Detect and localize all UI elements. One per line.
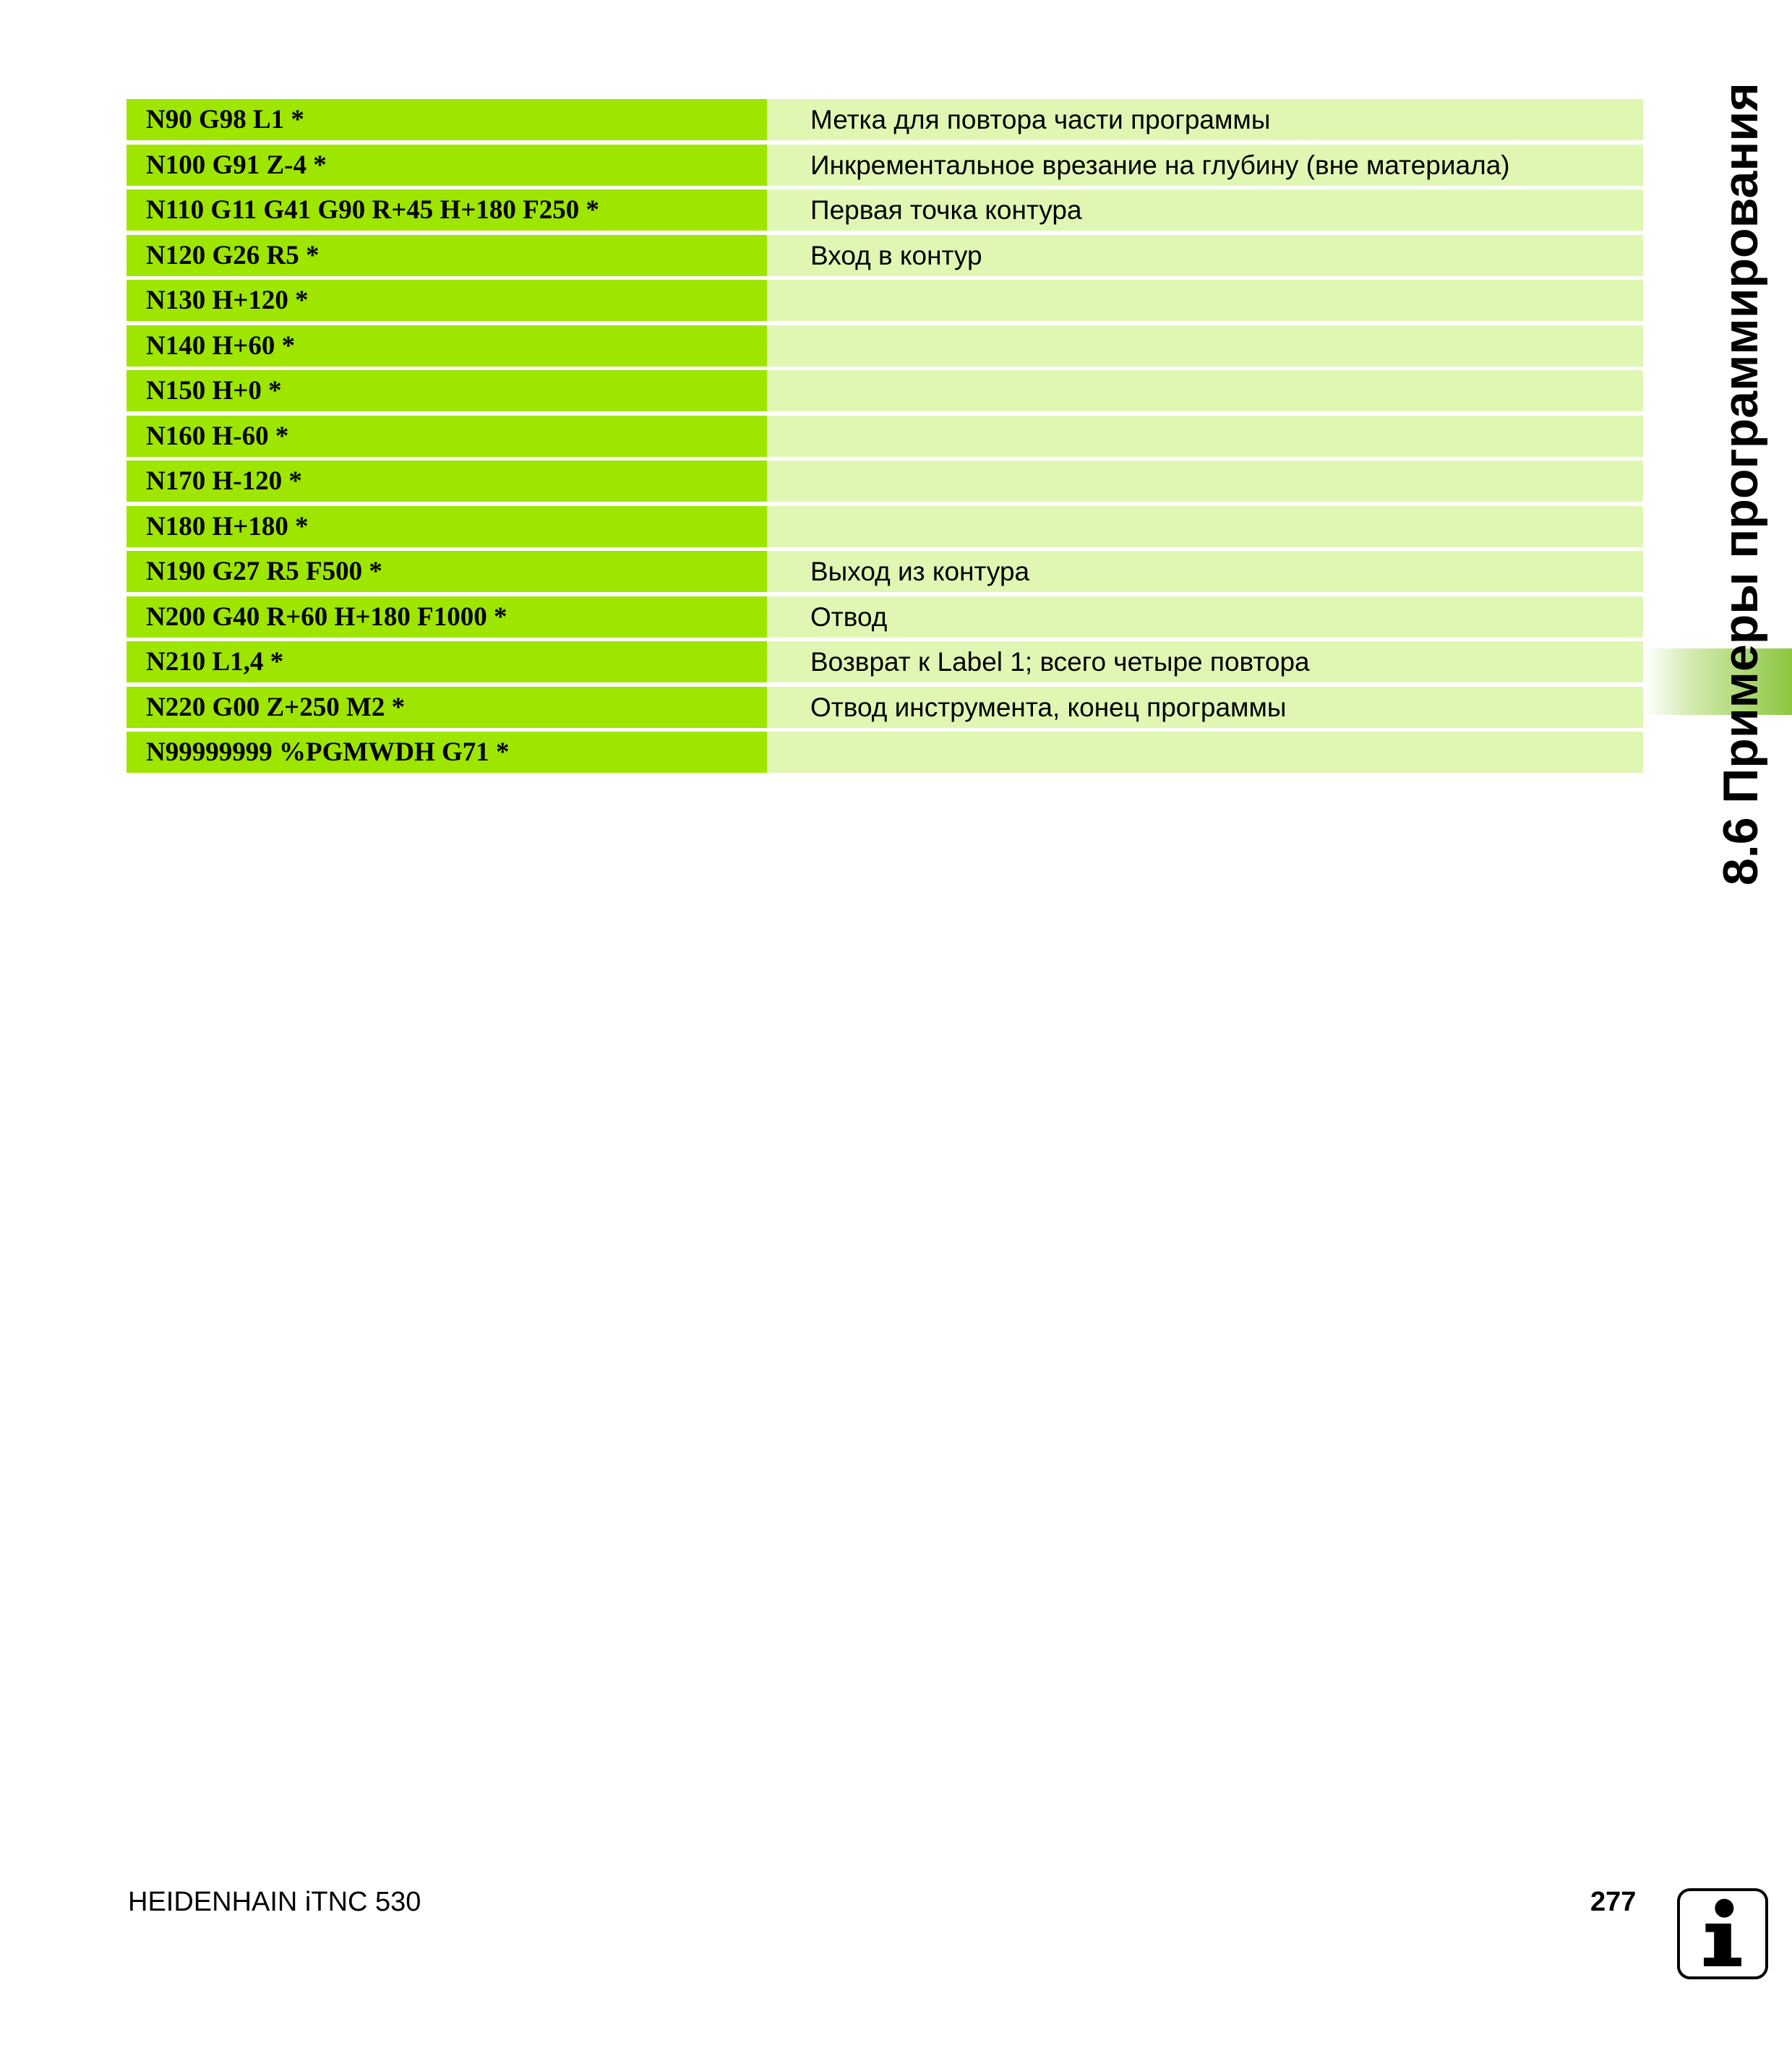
comment-cell — [767, 732, 1643, 773]
program-row — [127, 596, 1643, 638]
nc-code-cell: N110 G11 G41 G90 R+45 H+180 F250 * — [127, 189, 767, 231]
nc-code-cell: N130 H+120 * — [127, 280, 767, 321]
program-row — [127, 280, 1643, 321]
nc-code-cell: N140 H+60 * — [127, 325, 767, 367]
program-table — [127, 99, 1643, 777]
chapter-side-title: 8.6 Примеры программирования — [1713, 82, 1768, 886]
nc-code-cell: N90 G98 L1 * — [127, 99, 767, 140]
nc-code-cell: N170 H-120 * — [127, 460, 767, 502]
nc-code-cell: N220 G00 Z+250 M2 * — [127, 687, 767, 728]
nc-code-cell: N190 G27 R5 F500 * — [127, 551, 767, 592]
nc-code-cell: N120 G26 R5 * — [127, 235, 767, 276]
program-row — [127, 732, 1643, 773]
program-row — [127, 99, 1643, 140]
program-row — [127, 551, 1643, 592]
program-row — [127, 687, 1643, 728]
comment-cell — [767, 416, 1643, 457]
comment-cell: Вход в контур — [767, 235, 1643, 276]
info-icon-glyph — [1680, 1891, 1765, 1976]
comment-cell: Инкрементальное врезание на глубину (вне материала) — [767, 145, 1643, 186]
comment-cell: Возврат к Label 1; всего четыре повтора — [767, 641, 1643, 682]
program-row — [127, 235, 1643, 276]
nc-code-cell: N200 G40 R+60 H+180 F1000 * — [127, 596, 767, 638]
nc-code-cell: N210 L1,4 * — [127, 641, 767, 682]
program-row — [127, 641, 1643, 682]
comment-cell: Метка для повтора части программы — [767, 99, 1643, 140]
comment-cell: Отвод — [767, 596, 1643, 638]
nc-code-cell: N180 H+180 * — [127, 506, 767, 547]
comment-cell: Отвод инструмента, конец программы — [767, 687, 1643, 728]
comment-cell: Выход из контура — [767, 551, 1643, 592]
nc-code-cell: N100 G91 Z-4 * — [127, 145, 767, 186]
nc-code-cell: N99999999 %PGMWDH G71 * — [127, 732, 767, 773]
program-row — [127, 145, 1643, 186]
comment-cell — [767, 506, 1643, 547]
comment-cell — [767, 325, 1643, 367]
page-number: 277 — [1590, 1887, 1637, 1917]
comment-cell: Первая точка контура — [767, 189, 1643, 231]
program-row — [127, 189, 1643, 231]
comment-cell — [767, 370, 1643, 411]
program-row — [127, 416, 1643, 457]
program-row — [127, 325, 1643, 367]
program-row — [127, 506, 1643, 547]
program-row — [127, 460, 1643, 502]
program-row — [127, 370, 1643, 411]
nc-code-cell: N160 H-60 * — [127, 416, 767, 457]
footer-product-name: HEIDENHAIN iTNC 530 — [128, 1887, 421, 1917]
comment-cell — [767, 280, 1643, 321]
comment-cell — [767, 460, 1643, 502]
nc-code-cell: N150 H+0 * — [127, 370, 767, 411]
info-icon — [1677, 1888, 1768, 1979]
